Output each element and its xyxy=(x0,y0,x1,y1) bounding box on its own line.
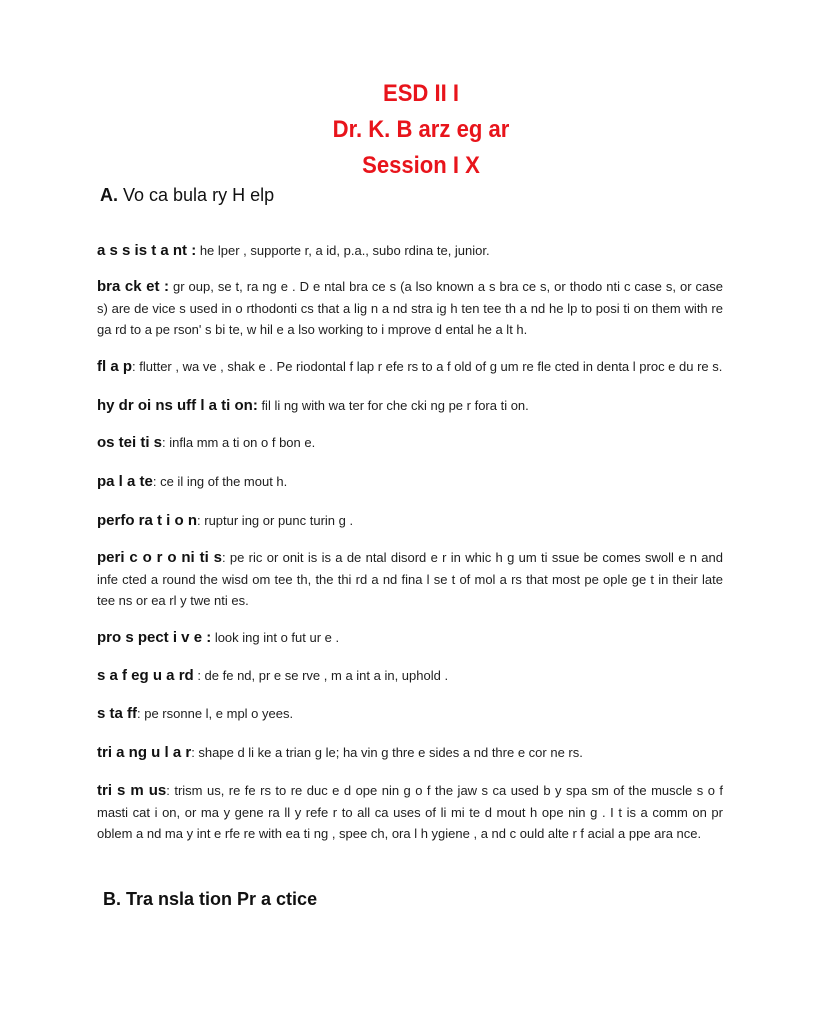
section-b-heading: B. Tra nsla tion Pr a ctice xyxy=(103,889,318,909)
vocab-definition: fil li ng with wa ter for che cki ng pe r fora ti on. xyxy=(257,398,529,413)
vocab-definition: : shape d li ke a trian g le; ha vin g thre e sides a nd thre e cor ne rs. xyxy=(191,745,583,760)
vocab-definition: look ing int o fut ur e . xyxy=(211,630,340,645)
section-a-letter: A. xyxy=(100,185,118,205)
vocab-entry-triangular xyxy=(97,742,723,764)
vocab-definition: : ruptur ing or punc turin g . xyxy=(197,513,354,528)
vocab-definition: : pe rsonne l, e mpl o yees. xyxy=(137,706,294,721)
section-a-heading xyxy=(100,185,274,206)
instructor-name: Dr. K. B arz eg ar xyxy=(332,116,510,143)
document-title xyxy=(0,76,816,184)
vocab-term: pa l a te xyxy=(97,473,153,490)
vocab-entry-pericoronitis xyxy=(97,547,723,612)
vocab-term: fl a p xyxy=(97,358,133,375)
vocab-term: bra ck et : xyxy=(97,278,169,295)
vocab-entry-hydroinsufflation xyxy=(97,395,723,417)
vocab-entry-prospective xyxy=(97,627,723,649)
vocab-entry-safeguard xyxy=(97,665,723,687)
vocab-entry-osteitis xyxy=(97,432,723,454)
vocab-term: s a f eg u a rd xyxy=(97,667,194,684)
vocab-definition: : de fe nd, pr e se rve , m a int a in, uphold . xyxy=(193,668,449,683)
vocab-definition: gr oup, se t, ra ng e . D e ntal bra ce s (a lso known a s bra ce s, or thodo nti c case s, or case s) are de vice s used in o rthodonti cs that a lig n a nd stra ig h ten tee th a nd he lp to posi ti on them with re ga rd to a pe rson' s bi te, w hil e a lso working to i mprove d ental he a lt h. xyxy=(97,279,723,337)
vocab-definition: : ce il ing of the mout h. xyxy=(152,474,288,489)
vocab-definition: : flutter , wa ve , shak e . Pe riodontal f lap r efe rs to a f old of g um re fle cted in denta l proc e du re s. xyxy=(132,359,723,374)
vocab-entry-assistant xyxy=(97,240,723,262)
vocab-term: peri c o r o ni ti s xyxy=(97,549,222,566)
session-title: Session I X xyxy=(362,152,480,179)
vocab-term: os tei ti s xyxy=(97,434,163,451)
vocab-term: perfo ra t i o n xyxy=(97,512,198,529)
vocab-entry-bracket xyxy=(97,276,723,341)
vocab-term: tri a ng u l a r xyxy=(97,744,192,761)
vocab-entry-palate xyxy=(97,471,723,493)
section-a-label: Vo ca bula ry H elp xyxy=(118,185,275,205)
vocab-term: a s s is t a nt : xyxy=(97,242,197,259)
vocab-term: pro s pect i v e : xyxy=(97,629,212,646)
vocab-entry-trismus xyxy=(97,780,723,845)
vocab-entry-perforation xyxy=(97,510,723,532)
vocab-term: s ta ff xyxy=(97,705,138,722)
vocab-entry-staff xyxy=(97,703,723,725)
course-title: ESD II I xyxy=(382,80,460,107)
vocab-term: tri s m us xyxy=(97,782,167,799)
vocab-definition: he lper , supporte r, a id, p.a., subo rdina te, junior. xyxy=(196,243,490,258)
vocab-definition: : trism us, re fe rs to re duc e d ope nin g o f the jaw s ca used b y spa sm of the muscle s o f masti cat i on, or ma y gene ra ll y refe r to all ca uses of li mi te d mout h ope nin g . I t is a comm on pr oblem a nd ma y int e rfe re with ea ti ng , spee ch, ora l h ygiene , a nd c ould alte r f acial a ppe ara nce. xyxy=(97,783,724,841)
vocab-definition: : pe ric or onit is is a de ntal disord e r in whic h g um ti ssue be comes swoll e n and infe cted a round the wisd om tee th, the thi rd a nd fina l se t of mol a rs that most pe ople ge t in their late tee ns or ea rl y twe nti es. xyxy=(97,550,723,608)
vocab-definition: : infla mm a ti on o f bon e. xyxy=(162,435,316,450)
vocab-term: hy dr oi ns uff l a ti on: xyxy=(97,397,258,414)
vocab-entry-flap xyxy=(97,356,723,378)
